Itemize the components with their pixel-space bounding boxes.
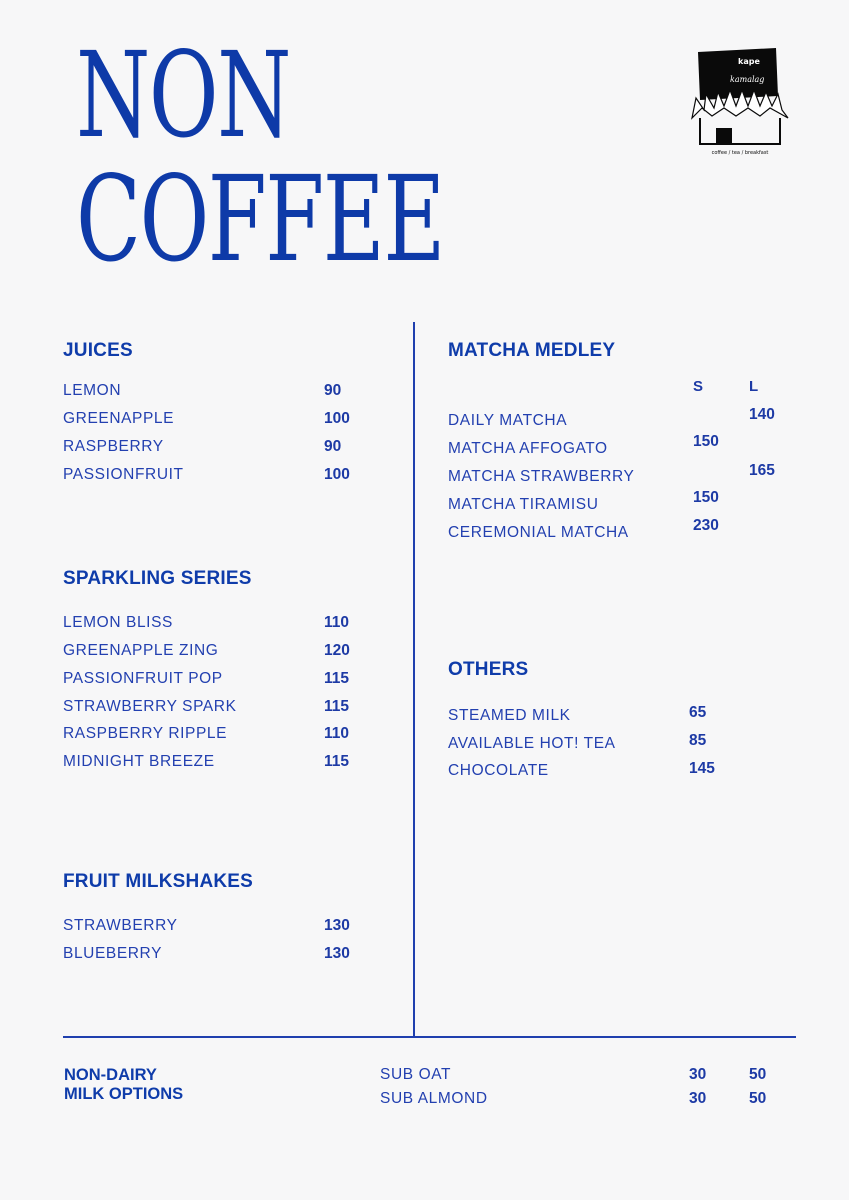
milkshakes-heading: FRUIT MILKSHAKES (63, 871, 254, 892)
milk-options-heading-line-1: NON-DAIRY (64, 1066, 157, 1084)
menu-item-price-small: 150 (693, 489, 719, 506)
menu-item-price: 115 (324, 698, 350, 715)
menu-item-name: RASPBERRY RIPPLE (63, 725, 228, 742)
menu-item-name: BLUEBERRY (63, 945, 163, 962)
menu-item-price-large: 50 (749, 1090, 767, 1107)
menu-item-name: CEREMONIAL MATCHA (448, 524, 629, 541)
menu-item-price: 65 (689, 704, 707, 721)
cafe-logo (690, 44, 790, 164)
menu-item-name: MATCHA TIRAMISU (448, 496, 599, 513)
matcha-heading: MATCHA MEDLEY (448, 340, 616, 361)
juices-heading: JUICES (63, 340, 133, 361)
menu-item-price: 130 (324, 945, 350, 962)
page-title-line-1: NON (76, 26, 291, 164)
logo-tagline: coffee / tea / breakfast (711, 150, 769, 156)
menu-item-price: 100 (324, 410, 350, 427)
menu-item-name: STEAMED MILK (448, 707, 571, 724)
menu-item-price: 145 (689, 760, 715, 777)
menu-item-price-small: 230 (693, 517, 719, 534)
menu-item-name: LEMON (63, 382, 122, 399)
menu-item-name: AVAILABLE HOT! TEA (448, 735, 616, 752)
menu-item-price-small: 30 (689, 1090, 707, 1107)
menu-item-price: 85 (689, 732, 707, 749)
menu-item-name: GREENAPPLE (63, 410, 175, 427)
menu-item-price-small: 30 (689, 1066, 707, 1083)
menu-item-price: 90 (324, 438, 342, 455)
milk-options-heading-line-2: MILK OPTIONS (64, 1085, 184, 1103)
menu-item-price: 130 (324, 917, 350, 934)
menu-item-price-small: 150 (693, 433, 719, 450)
menu-item-name: PASSIONFRUIT (63, 466, 184, 483)
menu-item-name: LEMON BLISS (63, 614, 173, 631)
size-small-header: S (693, 378, 704, 395)
menu-item-price: 115 (324, 753, 350, 770)
menu-item-price: 110 (324, 725, 350, 742)
menu-item-price-large: 50 (749, 1066, 767, 1083)
menu-item-price-large: 165 (749, 462, 775, 479)
menu-item-name: STRAWBERRY (63, 917, 178, 934)
menu-item-name: CHOCOLATE (448, 762, 549, 779)
logo-script-text: kamalag (730, 75, 765, 84)
menu-item-price: 90 (324, 382, 342, 399)
vertical-divider (413, 322, 415, 1038)
menu-item-name: SUB ALMOND (380, 1090, 488, 1107)
menu-item-price-large: 140 (749, 406, 775, 423)
horizontal-divider (63, 1036, 796, 1038)
page-title-line-2: COFFEE (76, 150, 444, 288)
menu-item-price: 115 (324, 670, 350, 687)
menu-item-name: STRAWBERRY SPARK (63, 698, 237, 715)
menu-item-price: 110 (324, 614, 350, 631)
logo-brand-text: kape (738, 57, 760, 66)
sparkling-heading: SPARKLING SERIES (63, 568, 252, 589)
menu-item-name: MATCHA STRAWBERRY (448, 468, 635, 485)
menu-item-price: 100 (324, 466, 350, 483)
menu-item-price: 120 (324, 642, 350, 659)
menu-item-name: GREENAPPLE ZING (63, 642, 219, 659)
menu-item-name: MIDNIGHT BREEZE (63, 753, 215, 770)
menu-item-name: SUB OAT (380, 1066, 452, 1083)
milk-options-heading (64, 1066, 183, 1104)
size-large-header: L (749, 378, 759, 395)
others-heading: OTHERS (448, 659, 529, 680)
menu-item-name: RASPBERRY (63, 438, 164, 455)
menu-item-name: MATCHA AFFOGATO (448, 440, 608, 457)
menu-item-name: PASSIONFRUIT POP (63, 670, 223, 687)
menu-item-name: DAILY MATCHA (448, 412, 568, 429)
